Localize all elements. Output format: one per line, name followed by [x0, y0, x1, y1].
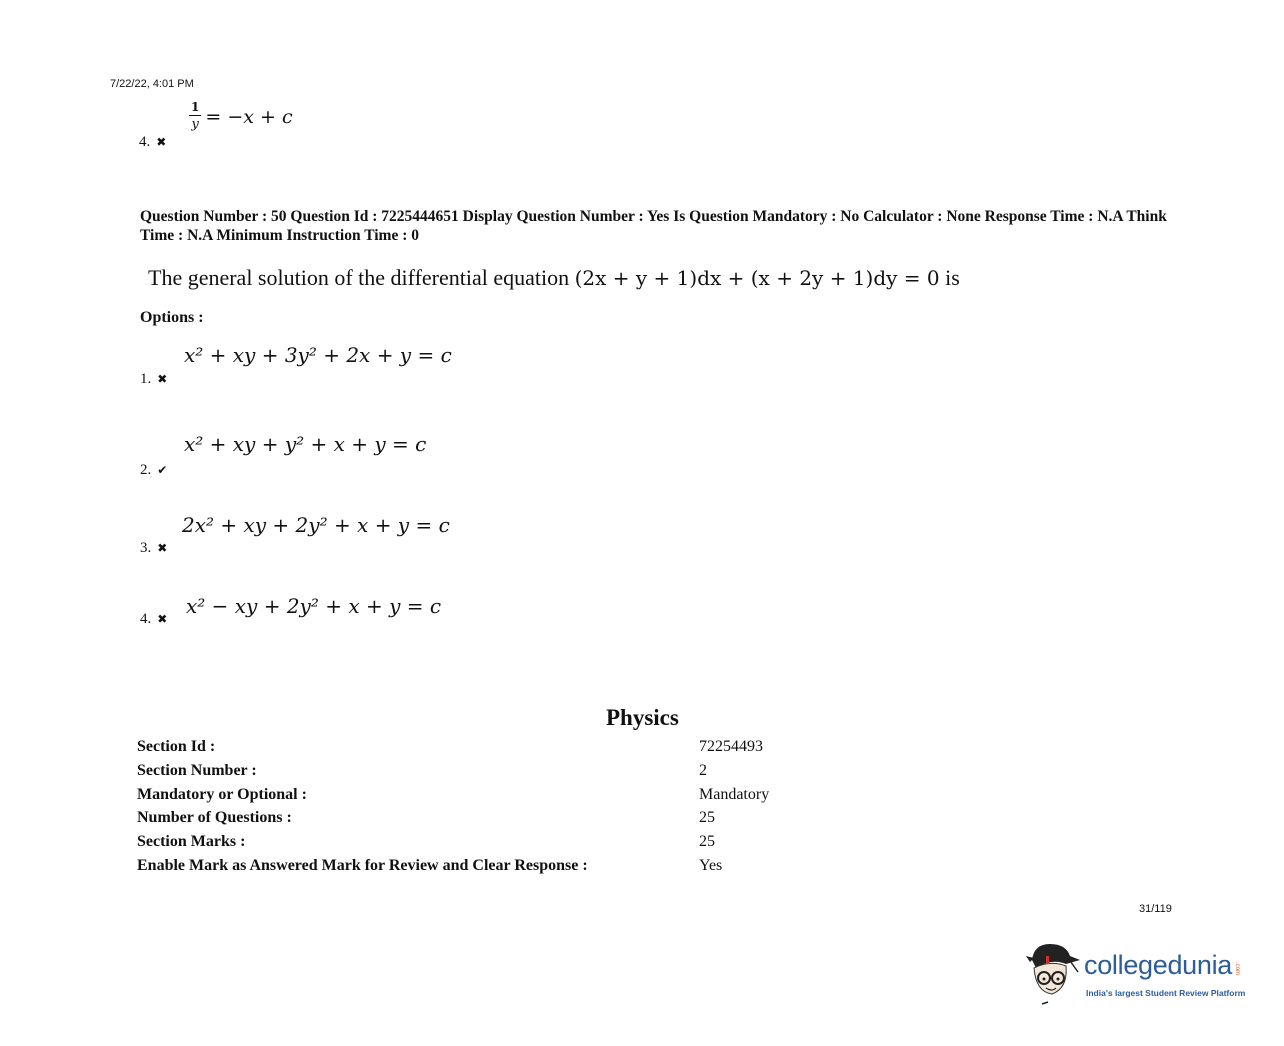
- section-number-label: Section Number :: [137, 762, 257, 779]
- number-of-questions-label: Number of Questions :: [137, 809, 292, 826]
- question-text: [148, 265, 960, 291]
- question-text-prefix: The general solution of the differential equation: [148, 265, 575, 290]
- enable-mark-value: Yes: [699, 857, 723, 874]
- question-equation: (2x + y + 1)dx + (x + 2y + 1)dy = 0: [574, 266, 940, 290]
- cross-icon: ✖: [157, 541, 168, 555]
- section-number-value: 2: [699, 762, 707, 779]
- enable-mark-label: Enable Mark as Answered Mark for Review and Clear Response :: [137, 857, 588, 874]
- section-title: Physics: [606, 705, 679, 730]
- option-number: 2.: [140, 462, 152, 478]
- question-text-suffix: is: [939, 265, 960, 290]
- check-icon: ✔: [157, 463, 168, 477]
- option-2-expression: x² + xy + y² + x + y = c: [184, 432, 427, 456]
- option-3-expression: 2x² + xy + 2y² + x + y = c: [182, 513, 450, 537]
- logo-tagline: India's largest Student Review Platform: [1086, 988, 1246, 998]
- option-number: 3.: [140, 540, 152, 556]
- option-3: [140, 540, 167, 557]
- cross-icon: ✖: [157, 612, 168, 626]
- page-number: 31/119: [1139, 903, 1172, 915]
- mandatory-value: Mandatory: [699, 786, 770, 803]
- option-number: 1.: [140, 371, 152, 387]
- expression-rest: = −x + c: [205, 105, 293, 128]
- option-1: [140, 371, 167, 388]
- cross-icon: ✖: [157, 372, 168, 386]
- fraction-denominator: y: [191, 117, 199, 132]
- mascot-icon: [1022, 938, 1084, 1008]
- fraction-numerator: 1: [191, 100, 200, 114]
- options-label: Options :: [140, 309, 204, 326]
- print-timestamp: 7/22/22, 4:01 PM: [110, 78, 194, 90]
- option-4: [140, 611, 167, 628]
- mandatory-label: Mandatory or Optional :: [137, 786, 307, 803]
- option-2: [140, 462, 167, 479]
- collegedunia-logo: [1022, 938, 1254, 1008]
- section-marks-label: Section Marks :: [137, 833, 246, 850]
- question-metadata: Question Number : 50 Question Id : 7225444651 Display Question Number : Yes Is Question Mandatory : No Calculator : None Response Time : N.A Think Time : N.A Minimum Instruction Time : 0: [140, 208, 1167, 244]
- logo-domain: .com: [1234, 962, 1240, 976]
- previous-option-4: [139, 134, 166, 151]
- logo-wordmark: collegedunia: [1084, 950, 1233, 980]
- section-id-label: Section Id :: [137, 738, 216, 755]
- cross-icon: ✖: [156, 135, 167, 149]
- section-id-value: 72254493: [699, 738, 763, 755]
- option-number: 4.: [140, 611, 152, 627]
- option-1-expression: x² + xy + 3y² + 2x + y = c: [184, 343, 452, 367]
- option-number: 4.: [139, 134, 151, 150]
- fraction: [189, 100, 201, 133]
- previous-option-expression: [189, 100, 293, 133]
- number-of-questions-value: 25: [699, 809, 715, 826]
- option-4-expression: x² − xy + 2y² + x + y = c: [186, 594, 442, 618]
- section-marks-value: 25: [699, 833, 715, 850]
